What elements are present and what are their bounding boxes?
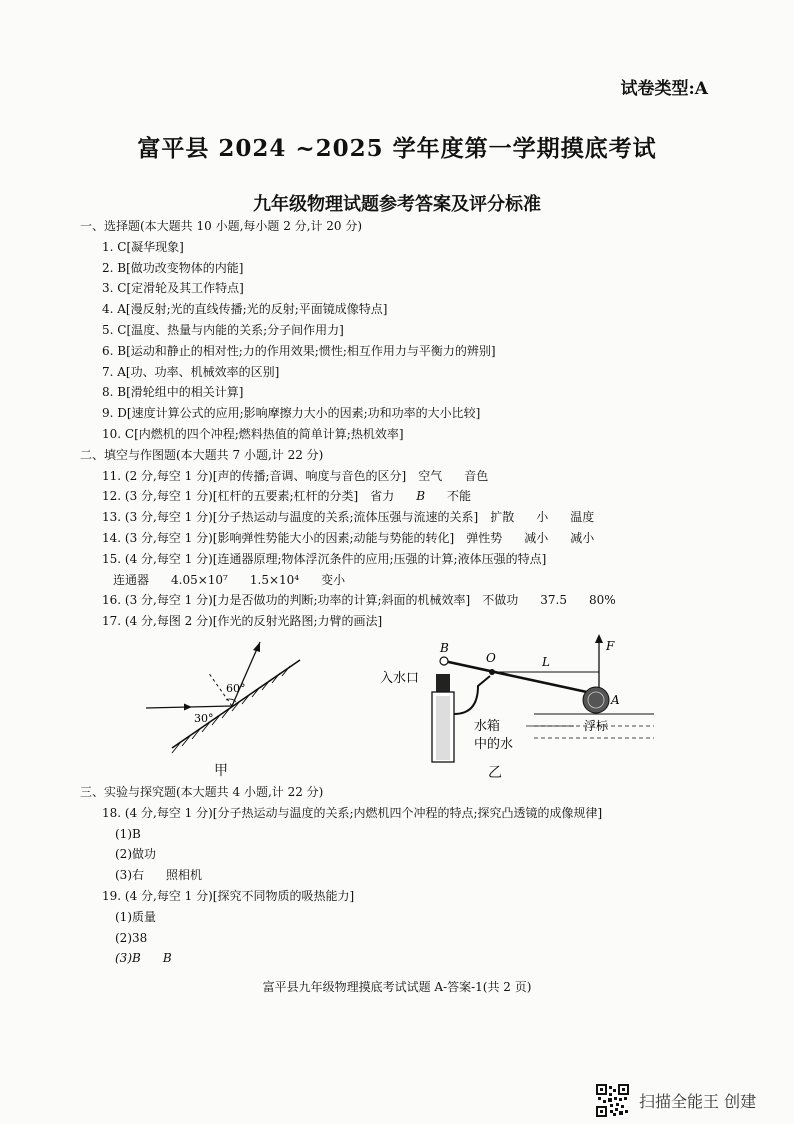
answer-item-continued [80,570,720,591]
figure-label: 乙 [488,765,502,781]
force-label: F [606,639,615,653]
answer-item [80,486,720,507]
answer-subitem: (1)B [115,826,141,841]
answer-item: 7. A[功、功率、机械效率的区别] [102,364,280,379]
question-text: 12. (3 分,每空 1 分)[杠杆的五要素;杠杆的分类] [102,489,359,504]
answer-item [80,466,720,487]
water-label: 中的水 [474,736,514,751]
length-label: L [542,655,550,669]
answer-value: 80% [588,593,616,608]
answer-item: 10. C[内燃机的四个冲程;燃料热值的简单计算;热机效率] [102,426,404,441]
answer-value: 不做功 [482,593,519,608]
figure-jia-reflection [140,636,320,776]
qr-code-icon [596,1084,629,1117]
answer-value: 不能 [447,489,472,504]
question-text: 16. (3 分,每空 1 分)[力是否做功的判断;功率的计算;斜面的机械效率] [102,593,471,608]
answer-value: 音色 [464,468,489,483]
paper-type: 试卷类型:A [620,79,708,99]
angle-label: 60° [226,682,246,695]
answer-item: 3. C[定滑轮及其工作特点] [102,281,244,296]
answer-item [80,507,720,528]
answer-value: 照相机 [166,868,203,883]
answer-value: 省力 [370,489,395,504]
answer-subitem: (2)38 [115,930,148,945]
answer-value: 减小 [570,530,595,545]
point-label: B [440,641,449,655]
section-heading: 二、填空与作图题(本大题共 7 小题,计 22 分) [80,447,324,462]
answer-item: 17. (4 分,每图 2 分)[作光的反射光路图;力臂的画法] [102,614,383,629]
answer-value: 小 [536,510,549,525]
scanner-watermark [596,1084,756,1117]
answer-item: 8. B[滑轮组中的相关计算] [102,385,244,400]
answer-item: 15. (4 分,每空 1 分)[连通器原理;物体浮沉条件的应用;压强的计算;液体压强的特点] [102,551,547,566]
page-footer: 富平县九年级物理摸底考试试题 A-答案-1(共 2 页) [262,980,532,994]
answer-value: 弹性势 [466,530,503,545]
answer-item: 4. A[漫反射;光的直线传播;光的反射;平面镜成像特点] [102,302,388,317]
page-subtitle: 九年级物理试题参考答案及评分标准 [253,194,541,215]
answer-value: 扩散 [490,510,515,525]
answer-value: (3)右 [115,868,144,883]
answer-subitem [80,948,720,969]
page-title: 富平县 2024 ~2025 学年度第一学期摸底考试 [137,135,657,162]
answer-value: 减小 [524,530,549,545]
answer-item: 2. B[做功改变物体的内能] [102,260,244,275]
question-text: 11. (2 分,每空 1 分)[声的传播;音调、响度与音色的区分] [102,468,407,483]
answer-item: 19. (4 分,每空 1 分)[探究不同物质的吸热能力] [102,888,355,903]
float-label: 浮标 [584,719,609,733]
answer-item: 9. D[速度计算公式的应用;影响摩擦力大小的因素;功和功率的大小比较] [102,406,481,421]
answer-subitem: (1)质量 [115,909,156,924]
answer-value: B [162,951,172,966]
answer-value: 温度 [570,510,595,525]
watermark-text: 扫描全能王 创建 [639,1092,757,1111]
figure-label: 甲 [214,763,228,779]
angle-label: 30° [194,712,214,725]
answer-content [80,216,720,632]
answer-content-2 [80,782,720,969]
water-label: 水箱 [474,718,501,733]
figure-yi-lever [374,628,664,768]
answer-item: 6. B[运动和静止的相对性;力的作用效果;惯性;相互作用力与平衡力的辨别] [102,343,496,358]
answer-value: B [416,489,426,504]
answer-value: 空气 [418,468,443,483]
section-heading: 一、选择题(本大题共 10 小题,每小题 2 分,计 20 分) [80,219,363,233]
answer-item: 18. (4 分,每空 1 分)[分子热运动与温度的关系;内燃机四个冲程的特点;探究凸透镜的成像规律] [102,805,603,820]
question-text: 13. (3 分,每空 1 分)[分子热运动与温度的关系;流体压强与流速的关系] [102,510,479,525]
answer-subitem: (2)做功 [115,847,156,862]
section-heading: 三、实验与探究题(本大题共 4 小题,计 22 分) [80,785,324,799]
point-label: O [486,651,496,665]
answer-item: 1. C[凝华现象] [102,239,184,254]
answer-value: 37.5 [540,593,567,608]
answer-item [80,590,720,611]
answer-item: 5. C[温度、热量与内能的关系;分子间作用力] [102,322,344,337]
answer-value: 1.5×10⁴ [249,572,300,587]
question-text: 14. (3 分,每空 1 分)[影响弹性势能大小的因素;动能与势能的转化] [102,530,455,545]
answer-value: 4.05×10⁷ [171,572,228,587]
answer-value: 连通器 [113,572,150,587]
inlet-label: 入水口 [380,670,420,685]
point-label: A [611,693,620,707]
answer-item [80,528,720,549]
answer-value: (3)B [115,951,141,966]
answer-value: 变小 [321,572,346,587]
answer-subitem [80,865,720,886]
